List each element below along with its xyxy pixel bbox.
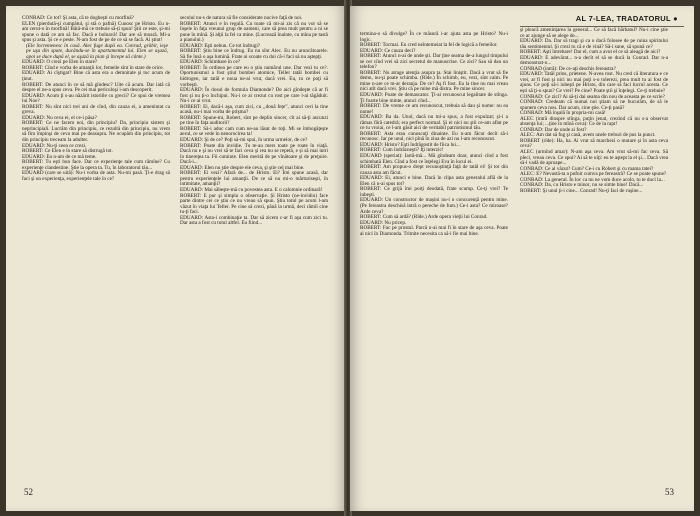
bullet-icon: ● (673, 14, 678, 23)
paragraph: şi pleacă amenințarea la general... Ce să facă bărbatul? Nu-i cine ştie ce ar ajunge să se alege de... (520, 27, 668, 39)
paragraph: ROBERT: Spune-mi, Robert, sînt pe deplin sincer, cît ai să-ţi ascunzi pe tine în faţa auditorii? (180, 114, 328, 127)
paragraph: ROBERT: Să-i aduc cam cum ne-au lăsat de toţi. Mi se îmbogăţeşte aerul, ce se vede în nenorocirea ta! (180, 125, 328, 138)
paragraph: EDUARD: Şi de ce? Poţi să-mi spui, în urma urmelor, de ce? (180, 137, 308, 144)
paragraph: CONRAD: Ce ai văzut? Cum? Ce-i cu Robert şi cu mama tatei? (520, 165, 654, 172)
paragraph: ROBERT: Cum să ardă? (Rîde.) Arde opera vieţii lui Conrad. (360, 214, 488, 221)
paragraph: secolul nu-s de natura să fie considerate nocive faţă de noi. (180, 15, 303, 21)
paragraph: ALEC (intră dinspre stînga, puţin jenat, crezînd că nu s-a observat absenţa lui; ...ţine în mînă ceva): Ce de la rapt! (520, 115, 668, 128)
paragraph: CONRAD: Credeam că numai noi ştiam să ne bucurăm, de să le spunem ceva nou. Dar acum, cine ştie. Ce-ţi pasă? (520, 99, 668, 111)
paragraph: CONRAD: Da, cu Hristo e minor, nu se simte bine! Dacă... (520, 182, 644, 189)
paragraph: ROBERT: Nu sînt nici trei ani de cînd, din cauza ei, a amenintat ca greva. (22, 103, 170, 116)
paragraph: EDUARD: Ce cauza deci? (360, 47, 416, 54)
paragraph: ROBERT: Aşti întrebare! Dar el, cum a avut el ce să aleagă de aici? (520, 49, 661, 56)
paragraph: ROBERT: Ce grijă îmi porţi deodată, frate scump. Ce-ţi vrei? Te iubeşti. (360, 186, 508, 198)
paragraph: ROBERT: Atunci n-ai de unde şti. Dar ţine seama de-a lungul timpului se cer cînd vrei să zici secretul de manuscrise. Ce zici? Sau să dau un telefon? (360, 53, 508, 71)
paragraph: CONRAD: Dar de unde ai fost? (520, 126, 587, 133)
paragraph: EDUARD: Ei, atunci e bine. Dacă în clipa asta generalul află de la Elen că n-ai spus tot? (360, 175, 508, 187)
running-header-title: AL 7-LEA, TRADATORUL (575, 14, 671, 23)
paragraph: EDUARD: Nu ceva ei, el ce-i păsa? (22, 114, 97, 121)
paragraph: EDUARD: Ba da. Unul, dacă nu mi-a spus, a fost expulzat; şi-i a rămas fără catedră; era perfect normal. Şi ei nici nu ştii ce-am aflat pe ce tu vroiai, ce l-am găsit aici de veritabil patriotismul tău. (360, 114, 508, 132)
paragraph: ROBERT: Cum îndrăzneşti? Iţi interzic! (360, 147, 444, 154)
paragraph: EDUARD: Hristo? Eşti îndrăgostit de fiica lui... (360, 141, 460, 148)
paragraph: CONRAD: La general. În loc ca nu ne vom duce acolo, tu te duci la... (520, 176, 665, 183)
paragraph: EDUARD: Asta-i combinaţie ta. Dar să zicem c-ar fi aşa cum zici tu. Dar asta a fost cu totul altfel. Eu fiind... (180, 214, 328, 227)
paragraph: EDUARD (care se uită): Nu-i vorba de asta. Nu-mi pasă. Ţi-e drag să faci şi un experienţa, experienţele tale în ce? (22, 170, 170, 182)
paragraph: ROBERT: Tocmai. Eu cred neîntemeiat la fel de logică a femeilor. (360, 42, 498, 49)
paragraph: EDUARD: Eu n-am de ce mă teme. (22, 153, 97, 160)
right-page-column-1 (360, 32, 508, 237)
paragraph: ROBERT: De atunci în ce să mă gîndesc? Uite că acum. Dar iată că despre el ne-a spus ceva. Pe cei mai periculoşi i-am descoperit. (22, 81, 170, 94)
paragraph: EDUARD: Ai cîştigat? Bine că asta era o demnitate şi toc acum de ţinut. (22, 70, 170, 83)
paragraph: EDUARD: Da. Dar să tragi şi ca o dacă folosee de pe ruina spiritului tău sentimentul. Şi crezi tu că e de vină? Să-i sune, să spună ce? (520, 38, 668, 50)
paragraph: ROBERT: Ştiu bine ce îndrug. Eu nu sînt Alec. Eu nu aruncătoarele. Să fie însă o aşa lumină. Frate ai scoate cu doi că-i faci să nu aştepţi. (180, 48, 328, 60)
paragraph: ROBERT: Ce Elen e în stare să distrugă tot. (22, 148, 113, 155)
paragraph: ELEN (pierdută-şi cumpătul, şi stă o pafnă) Cunosc pe Hristo. Eu n-am cerut-o în morfină! Bătă-mă ce trebuie să-ți spun! Ştii ce este, şi-mi spune o dată ce am să fac. Dacă e bolnavă! Dar are să moară. Mi-a spus şi asta. Şi ce e peste. N-am fost de pe de ce să se facă. Ai ştiut! (22, 20, 170, 44)
paragraph: EDUARD: Poate de demascator. Ţi-ai recunoscut legalitate de stînga. Ţi foarte bine minte, atunci cînd... (360, 92, 508, 104)
paragraph: EDUARD: Elen nu ştie despre ele ceva, şi ştie cel mai bine. (180, 164, 305, 171)
paragraph: CONRAD: Ce zici? Ai să-ţi dai seama din nou de aceasta pe ce scrie? (520, 93, 665, 100)
right-page (350, 6, 694, 511)
paragraph: EDUARD: Acum ţi s-au năzărit istoriile cu grecii? Ce spui de vremea lui Noe? (22, 92, 170, 105)
paragraph: EDUARD: Nu-ţi ceea ce crezi. (22, 142, 87, 149)
paragraph: ALEC (urmînd amar): N-am aşa ceva. Am vrut să-mi fac ceva. Să pleci, vreau ceva. Ce spui? Ai să te uiţi: eu te aştept la el şi... Dacă vrea să-l vadă de aproape... (520, 149, 668, 167)
paragraph: ROBERT: Am propus-o drept recunoştinţă faţă de tatăl ei! Şi tot din cauza asta am făcut. (360, 164, 508, 176)
left-page-number: 52 (24, 487, 33, 497)
right-page-number: 53 (665, 487, 674, 497)
paragraph: ALEC: Am dat să fug şi casă, avem unele treburi de pus la punct. (520, 132, 656, 139)
paragraph: EDUARD: Tatăl prins, prietene. N-avea rost. Nu cred că literatura e ce vrei, ar fi fost şi nici nu mai poţi s-o tolerezi, prea mult tu ai fost de ajuns. Ce poţi să-i iubeşti pe Hristo, din care să faci lucrul acesta. Ce eşti să ţi-o spun? Ce vrei? Pe cine? Poate ştii şi înţelegi. Ce-ţi trebuie? (520, 71, 668, 95)
paragraph: EDUARD: Mai săbeşte-mă cu povestea asta. E o calomnie ordinară! (180, 186, 323, 193)
paragraph: (Ele încremenesc în casă. Alec fuge după ea. Conrad, grăbit, ieşe pe uşa din spate, ducându-se în apartamentul lui. Elen se aşază, apoi se duce după el, se aşază la pian şi începe să cânte.) (26, 42, 168, 60)
paragraph: ROBERT: Atunci e în regulă. Cu toate că mi-ai zis că nu vor să se înşele în faţa vreunui grup de oameni, care să prea mult pentru a ni se pune în mînă. Şi alţii la fel ca mine. (Lucrează înainte, cu mîna pe tastă a pianului.) (180, 20, 328, 44)
paragraph: ROBERT: În ordinea pe care eu o ştiu numărul une. Dar vezi tu ce?. Oportunismul a fost ştiut bombei atomice, Teller tatăl bombei cu hidrogen, iar tatăl e noua ne-ai vrut, dacă vrei. Eu, tu ce poţi să vorbeşti. (180, 64, 328, 88)
paragraph: ROBERT: Nu atrage atenţia asupra ta. Stai liniştit. Dacă a vrut să fie demn, nu-şi poate schimba. (Rîde.) În schimb, eu, vezi, sînt calm. Pe mine n-are ce m-ar deranja. De ce? Aş fi fost. Eu la tine nu mai vreau nici atît dacă vrei. Ştiu că pe mine mă distra. Pe mine sincer. (360, 69, 508, 93)
paragraph: EDUARD: În dosul de formula Diamonde? De aici gîndeşte că ar fi fost şi nu ţi-o închipui. Nu-i ce ai crezut cu rost pe care l-ai tăgăduit. Nu-i ce ai vrut. (180, 87, 328, 105)
paragraph: ROBERT: E pur şi simplu o observaţie. Şi Hristo (ne-invidiu) face parte dintre cei ce ştiu ce nu vreau să spun. Ştiu totul pe acum l-am văzut în viaţa lui Teller. Pe cine să crezi, până la urmă, deci rămîi cine tu-ţi faci. (180, 192, 328, 216)
paragraph: ROBERT: Şi unul ţi-i cine... Conrad! Nu-ţi faci de ruşine... (520, 187, 643, 194)
paragraph: ROBERT: Cînd e vorba de amanţii lor, femeile sînt în stare de orice. (22, 64, 164, 71)
paragraph: ROBERT: Fac pe prostul. Parcă n-ai mai fi în stare de aşa ceva. Poate ai nici în Diamonda. Trimite necesita ca să-i fie mai bine. (360, 225, 508, 237)
paragraph: ALEC: E? Nevastă-ta a pufnit cumva pe fereastră? Ce se poate spune? (520, 171, 667, 178)
paragraph: EDUARD (speriat): Iartă-mă... Mă gîndeam doar, atunci cînd a fost schimbată Elen. Cînd a fost ce înţelegi Eva în locul ei. (360, 153, 508, 165)
paragraph: ROBERT (rîde): Ha, ha. Ai vrut să marchezi o mutare şi în asta ceva ceva? (520, 137, 668, 150)
left-page (6, 6, 346, 511)
paragraph: CONRAD: Mă înşală în propria-mi casă! (520, 110, 606, 117)
paragraph: EDUARD: Nu pricep. (360, 219, 407, 226)
left-page-column-2 (180, 16, 328, 227)
paragraph: termina-o să divulge? În ce măsură i-ar ajuta asta pe Hristo? Nu-i logic. (360, 31, 508, 43)
paragraph: ROBERT: Ei, dacă-i aşa, cum zici, cu ,,două fețe”, atunci ceri la tine acasă, nu-i mai vorba de prişma? (180, 103, 328, 116)
paragraph: EDUARD: Eşti nebun. Ce tot îndrugi? (180, 42, 261, 49)
left-page-column-1 (22, 16, 170, 182)
paragraph: EDUARD: Schimbare în ce? (180, 59, 241, 66)
paragraph: ROBERT: Asta erau cunoscuţi dinainte. Eu n-am făcut decît să-i recunosc. Iar pe unul, nici pînă în ziua de azi nu l-am recunoscut. (360, 130, 508, 143)
paragraph: EDUARD: O crezi pe Elen în stare? (22, 59, 98, 66)
paragraph: ROBERT: Ei vezi? Afară de... de Hristo. Ei? Îmi spune acasă, dar pentru experienţele lui amanţii. De ce să nu mi-o mărturiseşti, în intimitate, amanţii? (180, 170, 328, 188)
paragraph: ROBERT: De vreme ce am recunoscut, trebuia să dau şi nume: nu ea nume! (360, 103, 508, 115)
paragraph: CONRAD (intră): De ce-aţi deschis fereastra? (520, 65, 616, 72)
running-header (576, 14, 678, 23)
paragraph: EDUARD: E adevărat... n-a decît el să se ducă la Conrad. Dar n-a demonstrat-o... (520, 54, 668, 67)
paragraph: ROBERT: Ce ne facem noi, din principiu? Da, principiu sistem şi neprincipiali. Lucrăm din principiu, ce rezultă din principiu, nu vrem să fim împinşi de ceva mai pe deasupra. Ne ocupăm din principiu, tot din principiu treceam la adulter. (22, 120, 170, 144)
right-page-column-2 (520, 28, 668, 194)
paragraph: EDUARD: Un constructor de mașini nu-i o concurență pentru mine. (Pe fereastra deschisă intră o pereche de fum.) Ce-i asta? Ce miroase? Arde ceva? (360, 197, 508, 215)
paragraph: CONRAD: Ce tot? Şi asta, că te dogheşti cu morfină? (22, 15, 134, 21)
paragraph: ROBERT: Poate din invidie. Tu te-au mers toate pe roate în viaţă. Dacă nu e şi nu vrei să te faci ceva şi rea nu se repetă, e și să mai intri în tinereţea ta. Fii cuminte. Elen merită de pe vînătoare şi de preţuire. Dacă-i... (180, 142, 328, 166)
paragraph: ROBERT: Tu eşti bun face. Dar ce experienţe tale cum rămîne? Cu experienţe clandestine. Ştie la opera ta. Tu, în laboratorul tău... (22, 159, 170, 171)
